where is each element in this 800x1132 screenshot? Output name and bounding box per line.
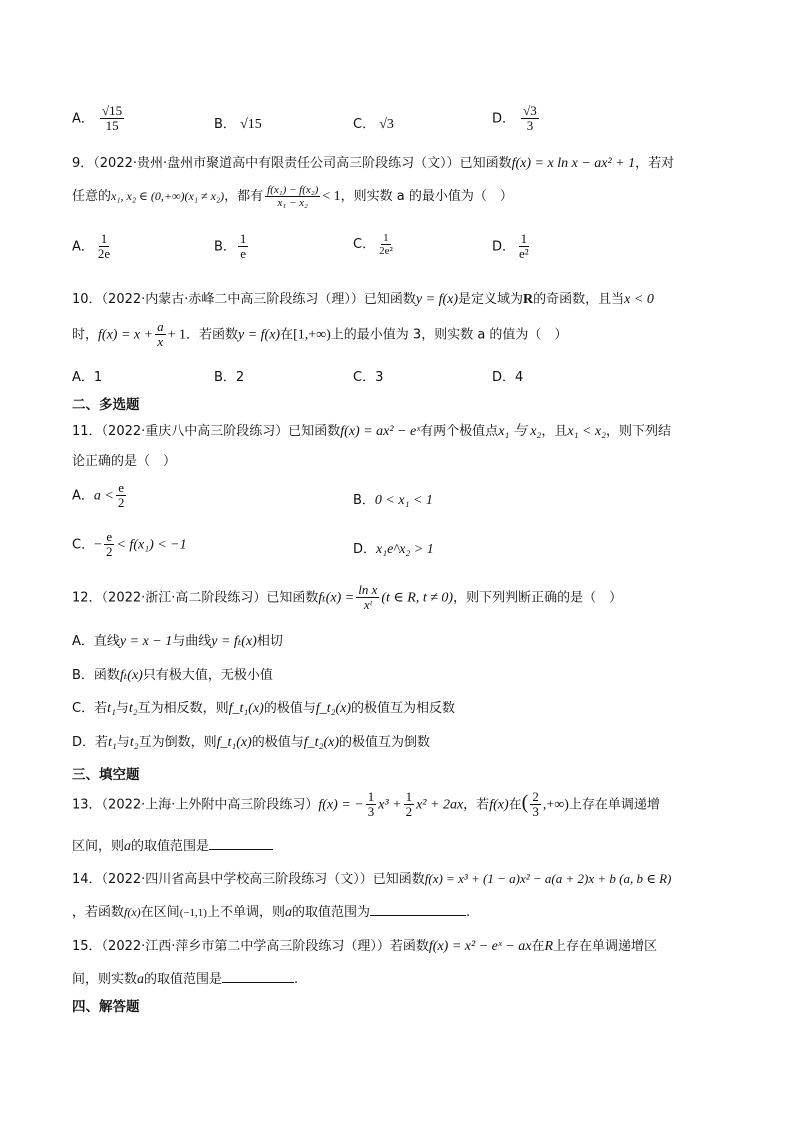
option-letter: B． bbox=[214, 370, 236, 385]
q9-line1 bbox=[72, 152, 674, 172]
question-text: 互为倒数，则 bbox=[138, 735, 217, 750]
math-expr: x₁, x₂ ∈ (0,+∞)(x₁ ≠ x₂) bbox=[111, 189, 225, 204]
option-letter: A． bbox=[72, 370, 94, 385]
math-fraction bbox=[104, 530, 115, 560]
q11-option-a bbox=[72, 481, 128, 511]
question-text: ，都有 bbox=[224, 189, 264, 205]
q11-option-c bbox=[72, 530, 187, 560]
option-letter: A． bbox=[72, 111, 94, 127]
question-text: ，若函数 bbox=[72, 905, 125, 920]
denominator: x bbox=[157, 334, 164, 350]
math-expr: fₜ(x) bbox=[119, 668, 143, 683]
option-letter: D． bbox=[492, 111, 516, 127]
math-expr: ,+∞) bbox=[542, 797, 569, 813]
q9-line2 bbox=[72, 184, 513, 209]
q9-option-c bbox=[353, 232, 397, 257]
math-expr: x₁e^x₂ > 1 bbox=[376, 542, 434, 557]
question-text: 上的最小值为 3，则实数 a 的值为（ ） bbox=[330, 327, 568, 343]
option-text: 1 bbox=[93, 370, 103, 385]
math-expr: f(x) = x³ + (1 − a)x² − a(a + 2)x + b (a, b ∈ R) bbox=[424, 871, 672, 886]
math-expr: x₁ 与 x₂ bbox=[498, 424, 542, 439]
q9-option-a bbox=[72, 232, 114, 262]
question-text: 与 bbox=[116, 735, 130, 750]
option-fraction bbox=[238, 232, 249, 262]
math-expr: a bbox=[124, 839, 132, 854]
question-text: 与曲线 bbox=[172, 634, 212, 649]
option-letter: C． bbox=[353, 117, 376, 132]
denominator: 2 bbox=[117, 495, 125, 511]
q9-option-d bbox=[492, 232, 533, 262]
question-text: 的极值与 bbox=[251, 735, 304, 750]
option-fraction bbox=[96, 232, 112, 262]
option-letter: C． bbox=[72, 701, 95, 716]
numerator: 1 bbox=[367, 789, 375, 804]
question-text: 的取值范围是 bbox=[131, 839, 210, 854]
question-text: 9．（2022·贵州·盘州市聚道高中有限责任公司高三阶段练习（文））已知函数 bbox=[72, 156, 512, 171]
option-letter: A． bbox=[72, 634, 94, 649]
q14-line1 bbox=[72, 868, 671, 887]
question-text: 若 bbox=[94, 701, 108, 716]
q13-line2 bbox=[72, 835, 273, 855]
question-text: 在 bbox=[280, 327, 294, 343]
question-text: 直线 bbox=[93, 634, 120, 649]
option-fraction bbox=[517, 232, 531, 262]
math-expr: fₜ(x) = bbox=[318, 590, 355, 606]
math-expr: f_t₂(x) bbox=[303, 735, 339, 750]
math-expr: f_t₁(x) bbox=[228, 701, 264, 716]
math-expr: a < bbox=[93, 488, 114, 504]
question-text: 上存在单调递增 bbox=[568, 797, 660, 813]
denominator: 2e² bbox=[379, 245, 393, 258]
denominator: 3 bbox=[367, 804, 375, 820]
denominator: 2e bbox=[97, 246, 111, 262]
question-text: 时， bbox=[72, 327, 99, 343]
question-text: 15．（2022·江西·萍乡市第二中学高三阶段练习（理））若函数 bbox=[72, 939, 429, 954]
question-text: ，若对 bbox=[635, 156, 675, 171]
question-text: 11．（2022·重庆八中高三阶段练习）已知函数 bbox=[72, 424, 341, 439]
question-text: 区间，则 bbox=[72, 839, 125, 854]
numerator: 1 bbox=[405, 789, 413, 804]
question-text: 若 bbox=[95, 735, 109, 750]
denominator: e² bbox=[519, 246, 529, 262]
q12-option-b bbox=[72, 664, 273, 684]
denominator: 2 bbox=[105, 544, 113, 560]
option-letter: C． bbox=[72, 537, 95, 553]
math-expr: a bbox=[137, 972, 145, 987]
option-text: 2 bbox=[235, 370, 245, 385]
math-expr: t₂ bbox=[129, 735, 139, 750]
numerator: 1 bbox=[383, 232, 389, 244]
option-letter: C． bbox=[353, 370, 376, 385]
question-text: 上不单调，则 bbox=[206, 905, 285, 920]
section-heading-fill-in: 三、填空题 bbox=[72, 767, 140, 783]
denominator: x₁ − x₂ bbox=[277, 197, 308, 210]
numerator: a bbox=[157, 319, 164, 334]
option-letter: D． bbox=[353, 542, 377, 557]
math-expr: x² + 2ax bbox=[416, 797, 464, 813]
q10-line2 bbox=[72, 320, 567, 350]
q11-line1 bbox=[72, 420, 671, 440]
numerator: e bbox=[118, 480, 124, 495]
question-text: ，则下列判断正确的是（ ） bbox=[453, 590, 623, 606]
option-letter: A． bbox=[72, 488, 94, 504]
q11-line2: 论正确的是（ ） bbox=[72, 454, 177, 469]
math-expr: y = fₜ(x) bbox=[211, 634, 257, 649]
numerator: 1 bbox=[239, 231, 247, 246]
question-text: 互为相反数，则 bbox=[137, 701, 229, 716]
math-fraction bbox=[265, 184, 320, 209]
question-text: 函数 bbox=[93, 668, 120, 683]
option-fraction: $\frac{√3}{3}$ bbox=[523, 103, 537, 134]
math-expr: t₁ bbox=[108, 735, 117, 750]
math-expr: R bbox=[523, 292, 534, 307]
option-letter: B． bbox=[72, 668, 94, 683]
option-letter: D． bbox=[492, 370, 516, 385]
math-fraction bbox=[530, 790, 541, 820]
q15-line1 bbox=[72, 935, 657, 955]
q10-line1 bbox=[72, 288, 654, 308]
denominator: e bbox=[240, 246, 247, 262]
option-letter: B． bbox=[353, 493, 375, 508]
math-expr: a bbox=[284, 905, 292, 920]
section-heading-multiple-choice: 二、多选题 bbox=[72, 397, 140, 413]
question-text: 只有极大值，无极小值 bbox=[142, 668, 273, 683]
math-expr: ( bbox=[521, 791, 529, 814]
question-text: 的奇函数，且当 bbox=[533, 292, 625, 307]
math-expr: − bbox=[94, 537, 102, 553]
question-text: 间，则实数 bbox=[72, 972, 138, 987]
question-text: 14．（2022·四川省高县中学校高三阶段练习（文））已知函数 bbox=[72, 872, 425, 887]
math-expr: t₁ bbox=[107, 701, 116, 716]
section-heading-problem-solving: 四、解答题 bbox=[72, 999, 140, 1015]
numerator: f(x₁) − f(x₂) bbox=[267, 184, 319, 196]
math-expr: f(x) bbox=[124, 905, 141, 919]
question-text: 的取值范围是 bbox=[144, 972, 223, 987]
math-expr: 0 < x₁ < 1 bbox=[374, 493, 433, 508]
question-text: 有两个极值点 bbox=[420, 424, 499, 439]
math-expr: R bbox=[544, 939, 554, 954]
question-text: 与 bbox=[115, 701, 129, 716]
question-text: 相切 bbox=[256, 634, 283, 649]
math-fraction bbox=[366, 790, 377, 820]
option-math: √15 bbox=[240, 117, 262, 132]
q8-option-a bbox=[72, 104, 126, 134]
math-fraction bbox=[116, 481, 127, 511]
math-expr: t₂ bbox=[128, 701, 138, 716]
question-text: 的极值互为相反数 bbox=[351, 701, 456, 716]
math-expr: y = f(x) bbox=[237, 327, 281, 343]
question-text: ，且 bbox=[541, 424, 568, 439]
q12-option-c bbox=[72, 697, 455, 717]
numerator: e bbox=[106, 529, 113, 544]
option-fraction bbox=[377, 232, 395, 257]
question-text: 任意的 bbox=[72, 189, 112, 205]
math-expr: f_t₁(x) bbox=[216, 735, 252, 750]
math-expr: x < 0 bbox=[624, 292, 654, 307]
answer-blank[interactable] bbox=[222, 970, 294, 983]
math-expr: + 1 bbox=[167, 327, 186, 343]
option-letter: D． bbox=[492, 239, 516, 255]
q11-option-d bbox=[353, 538, 434, 558]
question-text: 上存在单调递增区 bbox=[553, 939, 658, 954]
math-fraction bbox=[404, 790, 415, 820]
denominator: 3 bbox=[532, 804, 539, 820]
math-expr: f(x) = ax² − eˣ bbox=[340, 424, 421, 439]
q10-option-c bbox=[353, 366, 383, 385]
q12-option-d bbox=[72, 731, 430, 751]
option-math: √3 bbox=[379, 117, 394, 132]
math-expr: f(x) = x + bbox=[98, 327, 154, 343]
numerator: ln x bbox=[358, 582, 378, 597]
q10-option-b bbox=[214, 366, 244, 385]
math-expr: x₁ < x₂ bbox=[567, 424, 606, 439]
q12-line1 bbox=[72, 583, 622, 613]
q14-line2 bbox=[72, 901, 470, 921]
math-expr: < 1 bbox=[322, 189, 341, 205]
q15-line2 bbox=[72, 968, 298, 988]
question-text: . bbox=[466, 905, 471, 920]
answer-blank[interactable] bbox=[370, 903, 466, 916]
numerator: 1 bbox=[520, 231, 528, 246]
math-fraction bbox=[356, 583, 379, 613]
question-text: 的极值互为倒数 bbox=[338, 735, 430, 750]
math-expr: f(x) = x² − eˣ − ax bbox=[428, 939, 532, 954]
q8-option-d bbox=[492, 104, 541, 134]
question-text: 在 bbox=[531, 939, 545, 954]
q8-option-c bbox=[353, 113, 394, 133]
q8-option-b bbox=[214, 113, 262, 133]
option-letter: B． bbox=[214, 239, 236, 255]
math-expr: (−1,1) bbox=[179, 907, 207, 919]
q10-option-d bbox=[492, 366, 523, 385]
question-text: ，则下列结 bbox=[605, 424, 671, 439]
q11-option-b bbox=[353, 489, 433, 509]
q9-option-b bbox=[214, 232, 250, 262]
answer-blank[interactable] bbox=[209, 837, 273, 850]
math-fraction bbox=[155, 320, 166, 350]
denominator: xᵗ bbox=[363, 597, 372, 613]
math-expr: y = x − 1 bbox=[119, 634, 173, 649]
option-fraction: $\frac{√15}{15}$ bbox=[102, 103, 123, 134]
option-letter: A． bbox=[72, 239, 94, 255]
math-expr: (t ∈ R, t ≠ 0) bbox=[381, 590, 454, 606]
question-text: 的取值范围为 bbox=[291, 905, 370, 920]
math-expr: x³ + bbox=[378, 797, 402, 813]
option-text: 3 bbox=[375, 370, 384, 385]
math-expr: f(x) = − bbox=[318, 797, 364, 813]
option-letter: D． bbox=[72, 735, 96, 750]
option-text: 4 bbox=[515, 370, 524, 385]
question-text: 在区间 bbox=[140, 905, 180, 920]
math-expr: y = f(x) bbox=[415, 292, 458, 307]
question-text: . bbox=[294, 972, 299, 987]
q10-option-a bbox=[72, 366, 102, 385]
q12-option-a bbox=[72, 630, 283, 650]
question-text: ，若 bbox=[463, 797, 490, 813]
question-text: 12．（2022·浙江·高二阶段练习）已知函数 bbox=[72, 590, 319, 606]
question-text: 是定义域为 bbox=[458, 292, 524, 307]
question-text: 10．（2022·内蒙古·赤峰二中高三阶段练习（理））已知函数 bbox=[72, 292, 416, 307]
math-expr: f(x) bbox=[489, 797, 509, 813]
numerator: 2 bbox=[532, 789, 539, 804]
question-text: ，则实数 a 的最小值为（ ） bbox=[340, 189, 513, 205]
math-expr: [1,+∞) bbox=[293, 327, 331, 343]
option-letter: B． bbox=[214, 117, 236, 132]
question-text: 的极值与 bbox=[263, 701, 316, 716]
math-expr: < f(x₁) < −1 bbox=[116, 537, 187, 553]
denominator: 2 bbox=[405, 804, 413, 820]
question-text: ．若函数 bbox=[185, 327, 238, 343]
option-letter: C． bbox=[353, 237, 376, 253]
math-expr: f_t₂(x) bbox=[315, 701, 352, 716]
q13-line1 bbox=[72, 790, 660, 820]
question-text: 在 bbox=[508, 797, 522, 813]
math-expr: f(x) = x ln x − ax² + 1 bbox=[511, 156, 636, 171]
numerator: 1 bbox=[100, 231, 108, 246]
question-text: 13．（2022·上海·上外附中高三阶段练习） bbox=[72, 797, 319, 813]
